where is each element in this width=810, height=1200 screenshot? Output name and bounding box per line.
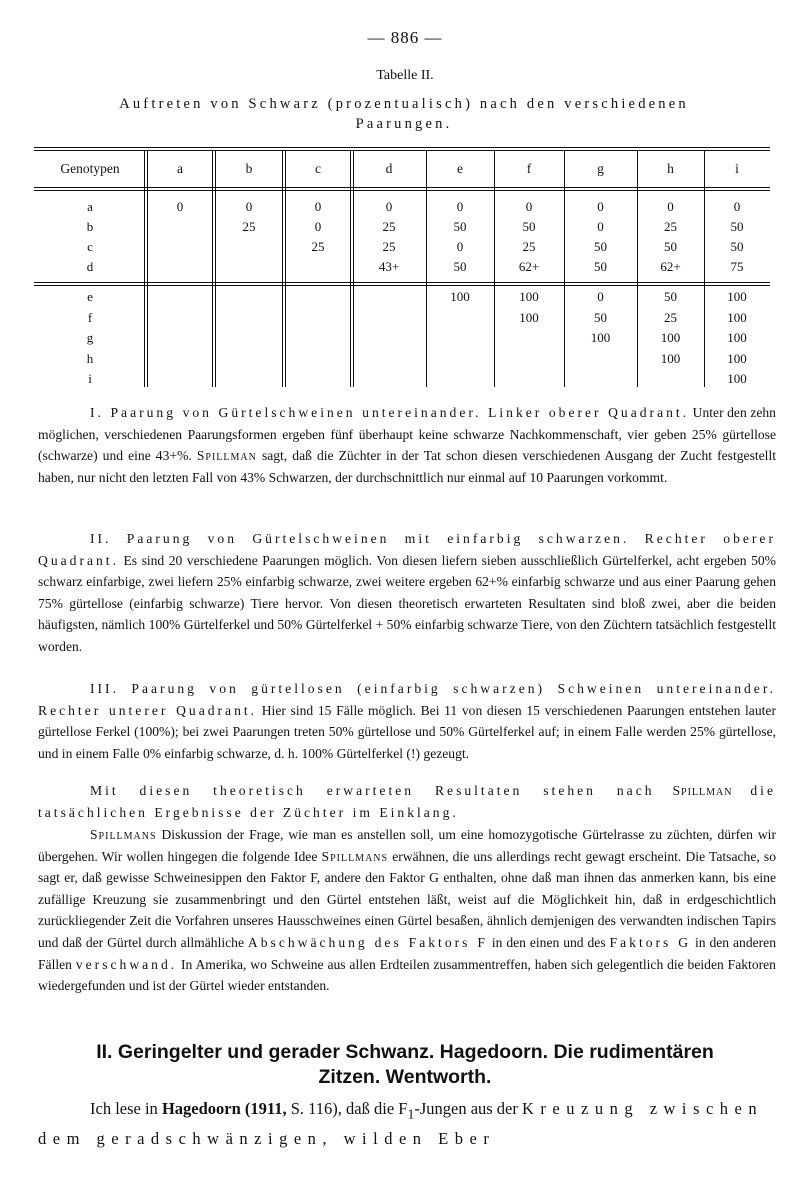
header-a: a (177, 161, 183, 176)
column-rule (494, 151, 495, 387)
table-cell: 100 (590, 330, 611, 345)
table-cell: 100 (727, 350, 747, 366)
author-name: Spillman (196, 448, 257, 464)
table-cell: 100 (727, 371, 747, 386)
column-rule (212, 151, 216, 387)
author-name: Spillmans (90, 827, 157, 842)
header-g: g (597, 161, 604, 176)
chapter-heading-line-2: Zitzen. Wentworth. (318, 1066, 492, 1088)
genotype-table (34, 147, 770, 391)
table-cell: 0 (667, 199, 674, 214)
page-number: — 886 — (367, 28, 443, 47)
header-b: b (245, 161, 253, 176)
row-label-i: i (88, 371, 92, 386)
table-cell: 25 (242, 219, 256, 234)
final-text-c: -Jungen aus der (414, 1099, 518, 1118)
row-label-e: e (87, 289, 93, 304)
author-name: Spillman (672, 783, 733, 798)
chapter-heading-line-1: II. Geringelter und gerader Schwanz. Hagedoorn. Die rudimentären (96, 1041, 714, 1063)
table-cell: 25 (311, 239, 325, 254)
header-f: f (526, 161, 532, 176)
column-rule (426, 151, 427, 387)
column-rule (564, 151, 565, 387)
section-2-text: Es sind 20 verschiedene Paarungen möglich. Von diesen liefern sieben ausschließlich Gürtelferkel, acht ergeben 50% schwarz einfarbige, zwei liefern 25% einfarbig schwarze, zwei weitere ergeben 62+% einfarbig schwarze und aus einer Paarung gehen 75% gürtellose (einfarbig schwarze) Tiere hervor. Von diesen theoretisch erwarteten Resultaten sind bloß zwei, aber die beiden häufigsten, nämlich 100% Gürtelferkel und 50% Gürtelferkel + 50% einfarbig schwarze Tiere, von den Züchtern tatsächlich festgestellt worden. (38, 552, 776, 654)
row-label-g: g (86, 330, 94, 345)
table-cell: 62+ (518, 259, 540, 274)
table-cell: 25 (522, 239, 536, 254)
section-5-spaced-2: Faktors G (609, 934, 692, 950)
header-d: d (385, 161, 393, 176)
row-label-b: b (86, 219, 94, 234)
table-cell: 0 (176, 199, 184, 214)
table-cell: 100 (519, 309, 539, 325)
column-rule (704, 151, 705, 387)
table-cell: 62+ (660, 259, 681, 274)
table-cell: 100 (660, 350, 681, 366)
author-name: Hagedoorn (1911, (161, 1099, 287, 1118)
table-cell: 25 (664, 219, 677, 234)
table-cell: 50 (664, 239, 677, 254)
section-4 (38, 780, 776, 823)
column-rule (282, 151, 286, 387)
table-cell: 50 (594, 259, 607, 274)
column-rule (350, 151, 354, 387)
section-3-text: Hier sind 15 Fälle möglich. Bei 11 von diesen 15 verschiedenen Paarungen entstehen lauter gürtellose Ferkel (100%); bei zwei Paarungen treten 50% gürtellose und 50% Gürtelferkel auf; in einem Falle werden 25% gürtellose, und in einem Falle 0% einfarbig schwarze, d. h. 100% Gürtelferkel (!) gezeugt. (38, 702, 776, 761)
table-cell: 50 (730, 239, 744, 254)
table-cell: 0 (245, 199, 253, 214)
final-spaced: Kreuzung zwischen dem geradschwänzigen, wilden Eber (38, 1099, 764, 1149)
subscript: 1 (407, 1106, 415, 1122)
table-caption-line-1: Auftreten von Schwarz (prozentualisch) nach den verschiedenen (119, 96, 689, 112)
table-cell: 100 (450, 289, 470, 304)
table-cell: 50 (664, 289, 677, 304)
row-label-c: c (87, 239, 93, 254)
table-cell: 50 (594, 309, 607, 325)
section-5-text-c: in den einen und des (491, 934, 606, 950)
section-3 (38, 678, 776, 764)
table-cell: 100 (727, 330, 747, 345)
section-5-spaced-1: Abschwächung des Faktors F (247, 934, 488, 950)
table-cell: 50 (453, 219, 467, 234)
table-title: Tabelle II. (376, 68, 434, 83)
table-cell: 0 (456, 239, 464, 254)
section-1-text-a: Unter den zehn möglichen, verschiedenen Paarungsformen ergeben fünf überhaupt keine schwarze Nachkommenschaft, vier geben 25% gürtellose (schwarze) und eine 43+%. (38, 405, 776, 464)
table-cell: 0 (314, 199, 322, 214)
section-5-text-e: In Amerika, wo Schweine aus allen Erdteilen zusammentreffen, haben sich gelegentlich die beiden Faktoren wiedergefunden und ist der Gürtel wieder entstanden. (38, 956, 776, 994)
row-label-f: f (87, 309, 93, 325)
table-cell: 0 (525, 199, 533, 214)
table-cell: 25 (382, 239, 396, 254)
section-5 (38, 824, 776, 997)
column-rule (637, 151, 638, 387)
author-name: Spillmans (321, 848, 389, 864)
section-1-text-b: sagt, daß die Züchter in der Tat schon diesen verschiedenen Ausgang der Zucht festgestellt haben, nur nicht den letzten Fall von 43% Schwarzen, der durchschnittlich nur einmal auf 10 Paarungen vorkommt. (38, 448, 777, 485)
table-cell: 75 (730, 259, 744, 274)
section-5-text-b: erwähnen, die uns allerdings recht gewagt erscheint. Die Tatsache, so sagt er, daß gewisse Schweinesippen den Faktor F, andere den Faktor G enthalten, ohne daß man ihnen das anmerken kann, bis eine zufällige Kreuzung sie zusammenbringt und den Gürtel entstehen läßt, weist auf die Möglichkeit hin, daß in erdgeschichtlich zurückliegender Zeit die Vorfahren unseres Hausschweines einen Gürtel besaßen, ähnlich demjenigen des verwandten indischen Tapirs und daß der Gürtel durch allmähliche (38, 848, 776, 950)
section-1 (38, 402, 776, 488)
table-cell: 0 (385, 199, 393, 214)
table-cell: 100 (727, 289, 747, 304)
table-cell: 0 (597, 219, 604, 234)
header-genotypen: Genotypen (60, 161, 120, 176)
section-4-text-b: die tatsächlichen Ergebnisse der Züchter im Einklang. (38, 783, 776, 820)
section-5-spaced-3: verschwand. (75, 956, 178, 972)
section-5-text-d: in den anderen Fällen (38, 934, 777, 972)
header-i: i (735, 161, 739, 176)
header-e: e (457, 161, 463, 176)
section-1-heading: I. Paarung von Gürtelschweinen untereinander. Linker oberer Quadrant. (90, 405, 690, 420)
table-cell: 100 (727, 309, 747, 325)
table-cell: 0 (314, 219, 322, 234)
row-label-d: d (86, 259, 94, 274)
row-label-h: h (86, 350, 94, 366)
table-cell: 50 (522, 219, 536, 234)
final-text-b: S. 116), daß die F (290, 1099, 408, 1118)
chapter-heading (40, 1040, 770, 1090)
table-cell: 50 (594, 239, 607, 254)
table-cell: 100 (519, 289, 539, 304)
section-4-text-a: Mit diesen theoretisch erwarteten Resultaten stehen nach (90, 783, 655, 798)
table-cell: 25 (664, 309, 677, 325)
section-5-text-a: Diskussion der Frage, wie man es anstellen soll, um eine homozygotische Gürtelrasse zu züchten, dürfen wir übergehen. Wir wollen hingegen die folgende Idee (38, 827, 776, 864)
table-cell: 50 (453, 259, 467, 274)
table-cell: 0 (733, 199, 741, 214)
section-2-heading: II. Paarung von Gürtelschweinen mit einfarbig schwarzen. Rechter oberer Quadrant. (38, 531, 776, 568)
table-cell: 43+ (378, 259, 400, 274)
final-paragraph (38, 1096, 776, 1151)
table-cell: 0 (597, 199, 604, 214)
table-cell: 0 (597, 289, 604, 304)
section-2 (38, 528, 776, 658)
header-c: c (315, 161, 321, 176)
header-h: h (667, 161, 674, 176)
table-cell: 100 (660, 330, 681, 345)
table-caption (34, 94, 774, 134)
section-3-heading: III. Paarung von gürtellosen (einfarbig schwarzen) Schweinen untereinander. Rechter unterer Quadrant. (38, 681, 776, 718)
table-cell: 0 (456, 199, 464, 214)
final-text-a: Ich lese in (90, 1099, 158, 1118)
row-label-a: a (87, 199, 93, 214)
table-caption-line-2: Paarungen. (355, 116, 453, 132)
table-cell: 25 (382, 219, 396, 234)
table-cell: 50 (730, 219, 744, 234)
